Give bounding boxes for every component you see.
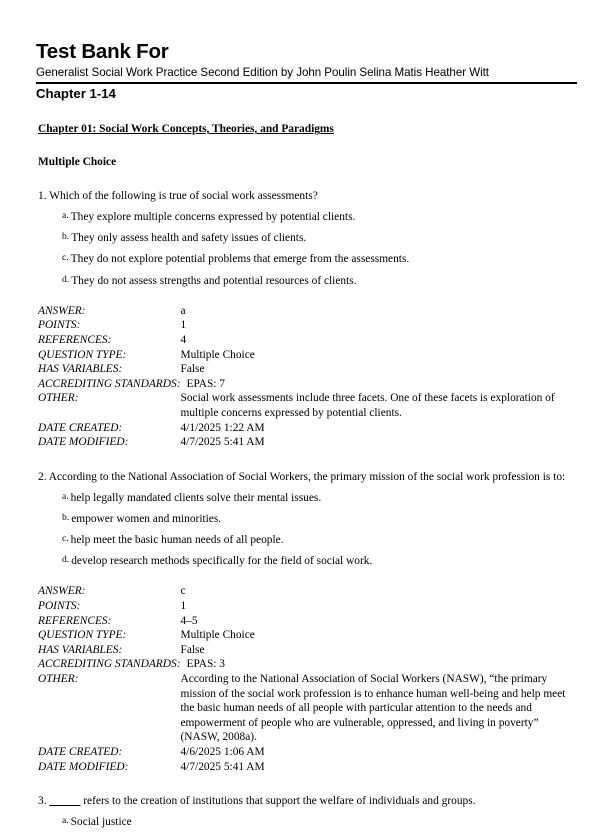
option-item[interactable] (62, 814, 578, 829)
chapter-range-label: Chapter 1-14 (36, 86, 116, 101)
metadata-label: DATE CREATED: (38, 745, 123, 758)
chapter-heading-wrapper (36, 102, 578, 137)
metadata-value: 4–5 (180, 614, 198, 627)
option-letter: d. (62, 554, 70, 566)
metadata-value: 4/7/2025 5:41 AM (180, 760, 265, 773)
metadata-row-references (36, 614, 578, 629)
option-letter: a. (62, 490, 69, 502)
metadata-paragraph: Social work assessments include three facets. One of these facets is exploration of multiple concerns expressed by potential clients. (180, 392, 555, 419)
metadata-label: ANSWER: (38, 304, 86, 317)
question-block (36, 470, 578, 774)
page-content (36, 40, 578, 835)
question-stem (38, 794, 578, 808)
option-letter: a. (62, 815, 69, 827)
metadata-value: 4/1/2025 1:22 AM (180, 421, 265, 434)
metadata-value: False (180, 643, 205, 656)
metadata-row-has-variables (36, 362, 578, 377)
option-item[interactable] (62, 532, 578, 547)
metadata-row-date-created (36, 421, 578, 436)
metadata-row-other (36, 672, 578, 745)
option-letter: d. (62, 273, 70, 285)
metadata-row-points (36, 599, 578, 614)
metadata-value: EPAS: 3 (186, 658, 225, 671)
book-subtitle: Generalist Social Work Practice Second Edition by John Poulin Selina Matis Heather Witt (36, 66, 489, 79)
option-item[interactable] (62, 230, 578, 245)
option-item[interactable] (62, 251, 578, 266)
metadata-value: False (180, 363, 205, 376)
option-list (36, 490, 578, 569)
metadata-row-has-variables (36, 643, 578, 658)
option-text: help legally mandated clients solve their mental issues. (70, 491, 322, 504)
option-letter: b. (62, 511, 70, 523)
metadata-row-date-created (36, 745, 578, 760)
metadata-label: QUESTION TYPE: (38, 629, 127, 642)
question-number: 2. (38, 470, 47, 483)
option-letter: c. (62, 252, 69, 264)
question-metadata-table (36, 304, 578, 450)
option-letter: b. (62, 231, 70, 243)
question-text: Which of the following is true of social work assessments? (49, 190, 318, 202)
metadata-value (180, 672, 578, 745)
metadata-value: 4 (180, 333, 187, 346)
chapter-heading: Chapter 01: Social Work Concepts, Theories, and Paradigms (38, 123, 334, 135)
option-text: help meet the basic human needs of all people. (70, 534, 284, 547)
metadata-label: ANSWER: (38, 585, 86, 598)
metadata-row-references (36, 333, 578, 348)
metadata-label: QUESTION TYPE: (38, 348, 127, 361)
metadata-value (180, 391, 578, 420)
section-heading: Multiple Choice (38, 156, 117, 168)
metadata-label: ACCREDITING STANDARDS: (38, 377, 181, 390)
option-letter: c. (62, 533, 69, 545)
metadata-value: Multiple Choice (180, 348, 255, 361)
metadata-label: DATE MODIFIED: (38, 760, 129, 773)
metadata-value: a (180, 304, 186, 317)
metadata-value: EPAS: 7 (186, 377, 225, 390)
fill-in-blank: _____ (49, 795, 81, 808)
metadata-label: ACCREDITING STANDARDS: (38, 658, 181, 671)
question-stem (38, 189, 578, 203)
option-text: Social justice (70, 816, 132, 829)
metadata-value: Multiple Choice (180, 629, 255, 642)
metadata-row-answer (36, 304, 578, 319)
option-item[interactable] (62, 209, 578, 224)
option-item[interactable] (62, 553, 578, 568)
metadata-value: 4/6/2025 1:06 AM (180, 745, 265, 758)
option-item[interactable] (62, 511, 578, 526)
metadata-row-answer (36, 584, 578, 599)
metadata-row-other (36, 391, 578, 420)
metadata-label: DATE MODIFIED: (38, 436, 129, 449)
metadata-value: c (180, 585, 186, 598)
option-item[interactable] (62, 273, 578, 288)
metadata-value: 1 (180, 319, 187, 332)
question-number: 1. (38, 190, 47, 202)
question-block (36, 794, 578, 829)
metadata-label: OTHER: (38, 392, 79, 405)
header-divider (36, 82, 577, 84)
metadata-value: 1 (180, 600, 187, 613)
metadata-label: POINTS: (38, 319, 81, 332)
metadata-row-question-type (36, 628, 578, 643)
metadata-label: OTHER: (38, 673, 79, 685)
metadata-label: DATE CREATED: (38, 421, 123, 434)
question-number: 3. (38, 795, 47, 808)
masthead (36, 40, 578, 102)
metadata-row-points (36, 318, 578, 333)
option-list (36, 814, 578, 829)
question-text: refers to the creation of institutions that support the welfare of individuals and groups. (83, 795, 476, 808)
option-list (36, 209, 578, 288)
metadata-label: REFERENCES: (38, 333, 112, 346)
option-text: develop research methods specifically for the field of social work. (71, 555, 373, 568)
metadata-label: HAS VARIABLES: (38, 643, 123, 656)
option-text: They explore multiple concerns expressed by potential clients. (70, 211, 356, 224)
metadata-label: POINTS: (38, 600, 81, 613)
question-block (36, 189, 578, 450)
option-letter: a. (62, 210, 69, 221)
question-text: According to the National Association of Social Workers, the primary mission of the social work profession is to: (48, 470, 566, 483)
option-text: They do not assess strengths and potential resources of clients. (71, 274, 357, 287)
metadata-label: REFERENCES: (38, 614, 112, 627)
metadata-label: HAS VARIABLES: (38, 363, 123, 376)
metadata-row-date-modified (36, 760, 578, 775)
metadata-paragraph: According to the National Association of Social Workers (NASW), “the primary mission of the social work profession is to enhance human well-being and help meet the basic human needs of all people with particular attention to the needs and empowerment of people who are vulnerable, oppressed, and living in poverty” (NASW, 2008a). (180, 673, 566, 744)
option-item[interactable] (62, 490, 578, 505)
option-text: They do not explore potential problems that emerge from the assessments. (70, 253, 410, 266)
metadata-row-accrediting-standards (36, 657, 578, 672)
option-text: empower women and minorities. (71, 513, 222, 526)
metadata-value: 4/7/2025 5:41 AM (180, 436, 265, 449)
metadata-row-date-modified (36, 435, 578, 450)
metadata-row-question-type (36, 348, 578, 363)
question-metadata-table (36, 584, 578, 774)
page-title: Test Bank For (36, 40, 169, 63)
metadata-row-accrediting-standards (36, 377, 578, 392)
option-text: They only assess health and safety issues of clients. (71, 232, 307, 245)
question-stem (38, 470, 578, 484)
